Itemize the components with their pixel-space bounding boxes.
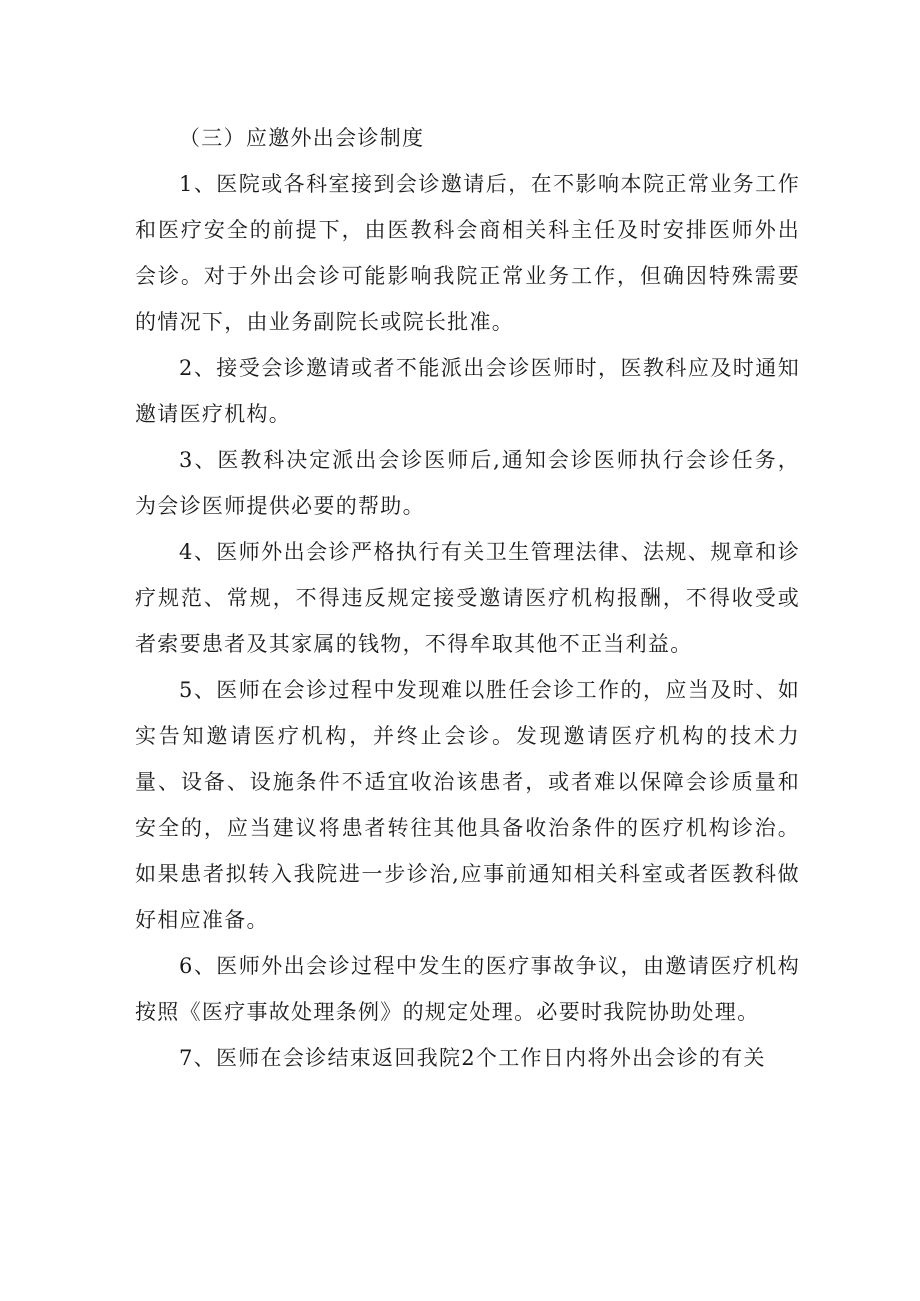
paragraph-5: 5、医师在会诊过程中发现难以胜任会诊工作的，应当及时、如实告知邀请医疗机构，并终止会诊。发现邀请医疗机构的技术力量、设备、设施条件不适宜收治该患者，或者难以保障会诊质量和安全的，应当建议将患者转往其他具备收治条件的医疗机构诊治。如果患者拟转入我院进一步诊治,应事前通知相关科室或者医教科做好相应准备。 <box>135 678 800 932</box>
document-body <box>135 115 800 1081</box>
paragraph-3: 3、医教科决定派出会诊医师后,通知会诊医师执行会诊任务，为会诊医师提供必要的帮助。 <box>135 448 800 518</box>
section-heading: （三）应邀外出会诊制度 <box>179 126 425 150</box>
paragraph-6: 6、医师外出会诊过程中发生的医疗事故争议，由邀请医疗机构按照《医疗事故处理条例》的规定处理。必要时我院协助处理。 <box>135 954 800 1024</box>
paragraph-4: 4、医师外出会诊严格执行有关卫生管理法律、法规、规章和诊疗规范、常规，不得违反规定接受邀请医疗机构报酬，不得收受或者索要患者及其家属的钱物，不得牟取其他不正当利益。 <box>135 540 800 656</box>
paragraph-2: 2、接受会诊邀请或者不能派出会诊医师时，医教科应及时通知邀请医疗机构。 <box>135 356 800 426</box>
paragraph-7: 7、医师在会诊结束返回我院2个工作日内将外出会诊的有关 <box>179 1046 766 1070</box>
paragraph-1: 1、医院或各科室接到会诊邀请后，在不影响本院正常业务工作和医疗安全的前提下，由医教科会商相关科主任及时安排医师外出会诊。对于外出会诊可能影响我院正常业务工作，但确因特殊需要的情况下，由业务副院长或院长批准。 <box>135 172 800 334</box>
